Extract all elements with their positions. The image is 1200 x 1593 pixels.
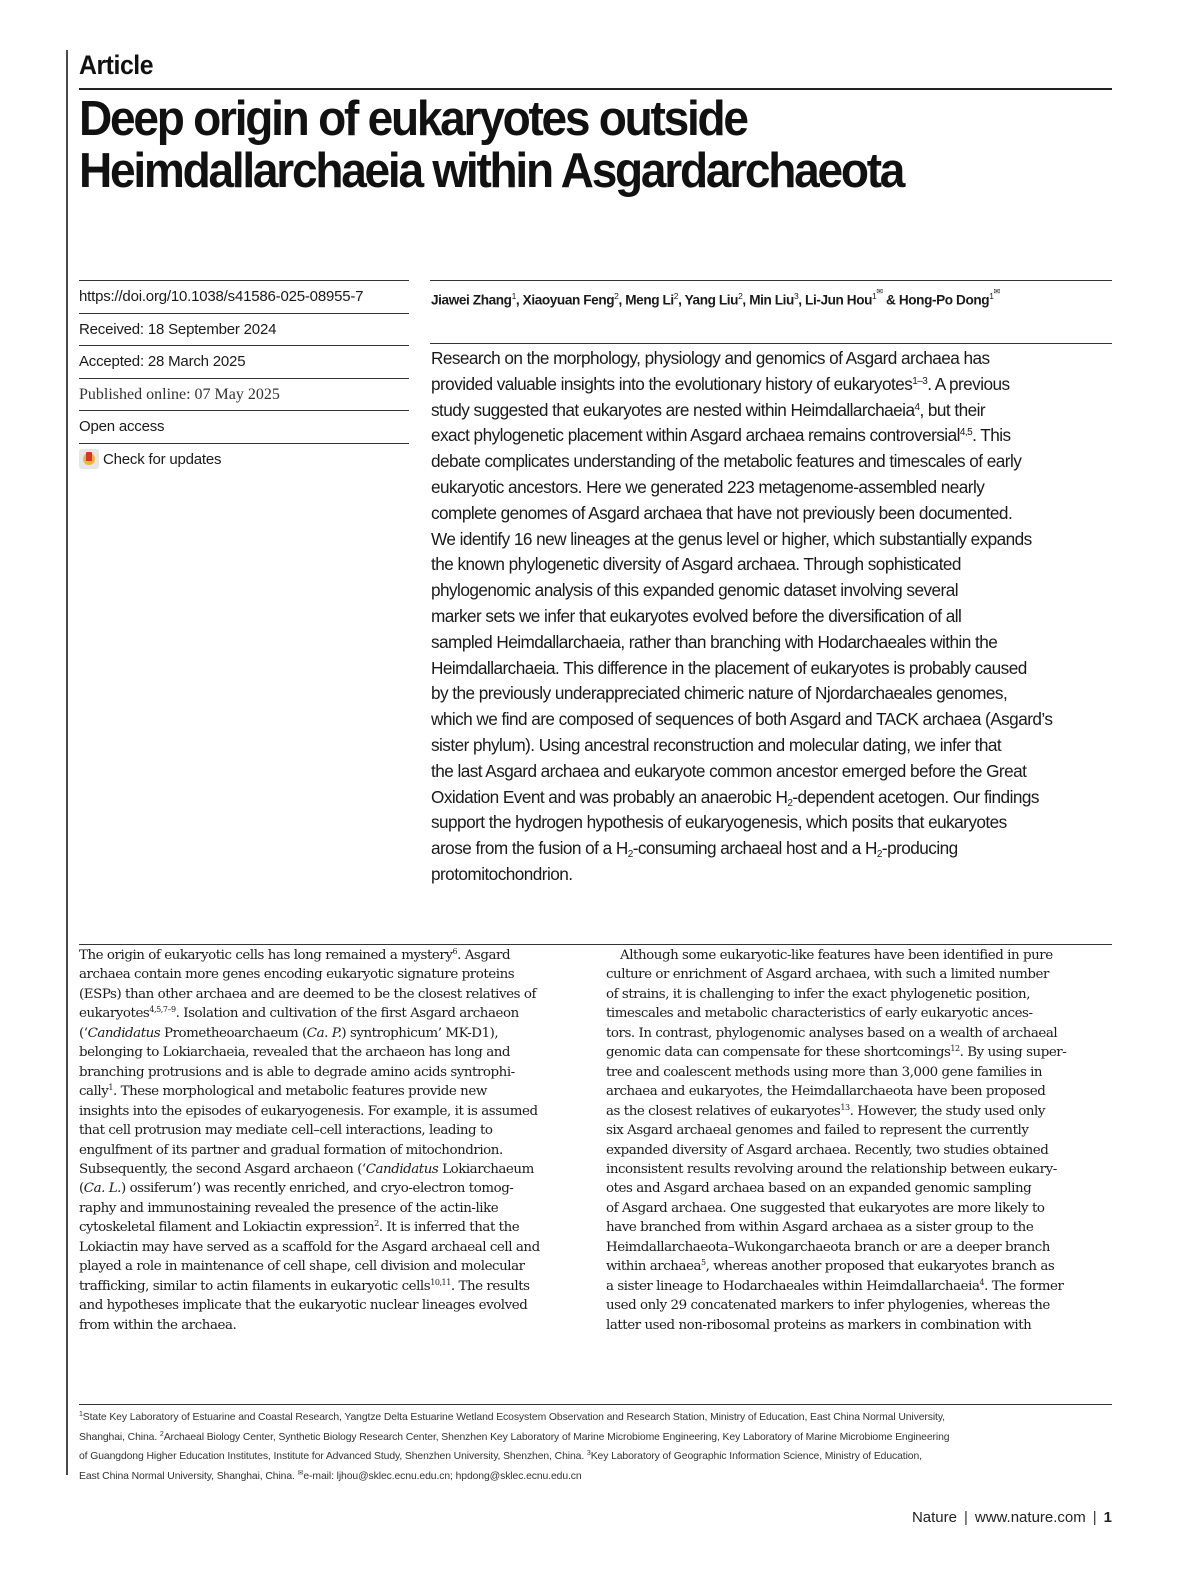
abstract-line: support the hydrogen hypothesis of eukaryogenesis, which posits that eukaryotes xyxy=(431,812,1007,833)
body-line: that cell protrusion may mediate cell–cell interactions, leading to xyxy=(79,1123,493,1139)
abstract-line: provided valuable insights into the evolutionary history of eukaryotes$^{1-3}$. A previous xyxy=(431,373,1010,394)
envelope-icon[interactable]: ✉ xyxy=(993,287,1000,296)
article-metadata xyxy=(79,280,409,475)
body-line: played a role in maintenance of cell shape, cell division and molecular xyxy=(79,1259,525,1275)
title-line-1: Deep origin of eukaryotes outside xyxy=(79,92,747,146)
abstract-line: arose from the fusion of a $H_2$-consuming archaeal host and a $H_2$-producing xyxy=(431,838,958,861)
body-line: a sister lineage to Hodarchaeales within Heimdallarchaeia$^4$. The former xyxy=(606,1277,1064,1294)
journal-name: Nature xyxy=(911,1509,957,1526)
footnote-line: of Guangdong Higher Education Institutes, Institute for Advanced Study, Shenzhen University, Shenzhen, China. $^3$Key Laboratory of Geographic Information Science, Ministry of Education, xyxy=(79,1450,922,1462)
citation-reference[interactable]: 1 xyxy=(108,1083,114,1093)
abstract-line: eukaryotic ancestors. Here we generated 223 metagenome-assembled nearly xyxy=(431,476,985,497)
abstract-divider xyxy=(430,343,1112,344)
abstract-line: by the previously underappreciated chimeric nature of Njordarchaeales genomes, xyxy=(431,683,1008,704)
body-line: archaea and eukaryotes, the Heimdallarchaeota have been proposed xyxy=(606,1084,1046,1100)
body-line: expanded diversity of Asgard archaea. Recently, two studies obtained xyxy=(606,1142,1049,1158)
affiliations-footnote xyxy=(79,1408,1119,1486)
affiliation-marker: 1 xyxy=(511,291,516,301)
published-date: Published online: 07 May 2025 xyxy=(79,378,409,411)
body-line: Subsequently, the second Asgard archaeon (‘Candidatus Lokiarchaeum xyxy=(79,1161,534,1177)
body-line: Lokiactin may have served as a scaffold for the Asgard archaeal cell and xyxy=(79,1239,540,1255)
header-divider xyxy=(79,88,1112,90)
affiliation-marker: 3 xyxy=(793,291,799,301)
body-line: Heimdallarchaeota–Wukongarchaeota branch or are a deeper branch xyxy=(606,1239,1050,1255)
footnote-line: $^1$State Key Laboratory of Estuarine and Coastal Research, Yangtze Delta Estuarine Wetland Ecosystem Observation and Research Station, Ministry of Education, East China Normal University, xyxy=(79,1411,945,1423)
body-line: engulfment of its partner and gradual formation of mitochondrion. xyxy=(79,1142,503,1158)
affiliation-marker: 1✉ xyxy=(872,287,883,301)
subscript: 2 xyxy=(627,849,633,861)
doi-link[interactable]: https://doi.org/10.1038/s41586-025-08955-7 xyxy=(79,280,409,313)
body-line: used only 29 concatenated markers to infer phylogenies, whereas the xyxy=(606,1298,1050,1314)
abstract-line: protomitochondrion. xyxy=(431,863,573,884)
citation-reference[interactable]: 2 xyxy=(374,1219,379,1229)
abstract-line: Research on the morphology, physiology and genomics of Asgard archaea has xyxy=(431,348,990,368)
author-name[interactable]: Xiaoyuan Feng xyxy=(522,292,615,308)
body-line: tors. In contrast, phylogenomic analyses based on a wealth of archaeal xyxy=(606,1025,1058,1041)
body-line: timescales and metabolic characteristics of early eukaryotic ances- xyxy=(606,1006,1033,1022)
abstract-line: marker sets we infer that eukaryotes evolved before the diversification of all xyxy=(431,605,962,626)
body-line: cytoskeletal filament and Lokiactin expression$^2$. It is inferred that the xyxy=(79,1219,520,1236)
abstract-line: exact phylogenetic placement within Asgard archaea remains controversial$^{4,5}$. This xyxy=(431,425,1011,446)
footer-separator: | xyxy=(1092,1509,1097,1526)
citation-reference[interactable]: 5 xyxy=(701,1258,706,1268)
author-name[interactable]: Hong-Po Dong xyxy=(898,292,990,308)
abstract-line: sister phylum). Using ancestral reconstruction and molecular dating, we infer that xyxy=(431,734,1002,755)
crossmark-icon xyxy=(79,449,99,469)
body-line: latter used non-ribosomal proteins as markers in combination with xyxy=(606,1317,1032,1333)
body-line: insights into the episodes of eukaryogenesis. For example, it is assumed xyxy=(79,1103,538,1119)
envelope-icon[interactable]: ✉ xyxy=(876,287,883,296)
body-line: belonging to Lokiarchaeia, revealed that the archaeon has long and xyxy=(79,1045,511,1061)
author-list: Jiawei Zhang$^1$, Xiaoyuan Feng$^2$, Meng Li$^2$, Yang Liu$^2$, Min Liu$^3$, Li-Jun Hou$^{1✉}$ & Hong-Po Dong$^{1✉}$ xyxy=(431,287,1000,308)
body-line: six Asgard archaeal genomes and failed to represent the currently xyxy=(606,1123,1029,1139)
body-line: as the closest relatives of eukaryotes$^{13}$. However, the study used only xyxy=(606,1102,1045,1119)
footnote-line: Shanghai, China. $^2$Archaeal Biology Center, Synthetic Biology Research Center, Shenzhen Key Laboratory of Marine Microbiome Engineering, Key Laboratory of Marine Microbiome Engineering xyxy=(79,1430,950,1443)
italic-term: Ca. L. xyxy=(83,1181,121,1197)
italic-term: Ca. P. xyxy=(306,1025,342,1041)
affiliation-marker: 2 xyxy=(614,291,619,301)
abstract-line: phylogenomic analysis of this expanded genomic dataset involving several xyxy=(431,580,958,601)
footnote-line: East China Normal University, Shanghai, China. ✉e-mail: ljhou@sklec.ecnu.edu.cn; hpdong@sklec.ecnu.edu.cn xyxy=(79,1469,582,1482)
abstract-line: Heimdallarchaeia. This difference in the placement of eukaryotes is probably caused xyxy=(431,657,1027,678)
footer-separator: | xyxy=(963,1509,968,1526)
title-line-2: Heimdallarchaeia within Asgardarchaeota xyxy=(79,144,904,198)
body-column-left xyxy=(79,946,587,1335)
accepted-date: Accepted: 28 March 2025 xyxy=(79,345,409,378)
citation-reference[interactable]: 2 xyxy=(159,1430,164,1438)
journal-website-link[interactable]: www.nature.com xyxy=(974,1509,1086,1526)
left-margin-rule xyxy=(66,50,68,1475)
body-line: archaea contain more genes encoding eukaryotic signature proteins xyxy=(79,967,515,983)
abstract-line: the known phylogenetic diversity of Asgard archaea. Through sophisticated xyxy=(431,554,961,575)
body-line: inconsistent results revolving around the relationship between eukary- xyxy=(606,1161,1057,1177)
citation-reference[interactable]: 10,11 xyxy=(430,1277,451,1287)
citation-reference[interactable]: ✉ xyxy=(297,1469,304,1477)
body-line: genomic data can compensate for these shortcomings$^{12}$. By using super- xyxy=(606,1044,1067,1061)
body-divider xyxy=(79,944,1112,945)
body-line: raphy and immunostaining revealed the presence of the actin-like xyxy=(79,1200,499,1216)
open-access-label: Open access xyxy=(79,410,409,443)
citation-reference[interactable]: 1 xyxy=(79,1411,83,1418)
body-line: of strains, it is challenging to infer the exact phylogenetic position, xyxy=(606,986,1031,1002)
abstract-line: which we find are composed of sequences of both Asgard and TACK archaea (Asgard’s xyxy=(431,709,1053,730)
author-name[interactable]: Li-Jun Hou xyxy=(805,292,873,308)
body-line: cally$^1$. These morphological and metabolic features provide new xyxy=(79,1083,487,1100)
body-line: within archaea$^5$, whereas another proposed that eukaryotes branch as xyxy=(606,1258,1055,1275)
citation-reference[interactable]: 13 xyxy=(840,1102,850,1112)
subscript: 2 xyxy=(787,797,793,809)
citation-reference[interactable]: 4 xyxy=(914,401,920,413)
citation-reference[interactable]: 12 xyxy=(950,1044,960,1054)
affiliation-marker: 1✉ xyxy=(989,287,1000,301)
body-line: trafficking, similar to actin filaments in eukaryotic cells$^{10,11}$. The results xyxy=(79,1277,530,1294)
body-line: eukaryotes$^{4,5,7-9}$. Isolation and cultivation of the first Asgard archaeon xyxy=(79,1005,519,1022)
author-name[interactable]: Yang Liu xyxy=(684,292,739,308)
body-line: (‘Candidatus Prometheoarchaeum (Ca. P.) syntrophicum’ MK-D1), xyxy=(79,1025,499,1041)
citation-reference[interactable]: 3 xyxy=(586,1450,591,1457)
author-name[interactable]: Meng Li xyxy=(625,292,674,308)
citation-reference[interactable]: 6 xyxy=(452,947,458,956)
affiliation-marker: 2 xyxy=(673,291,679,301)
footnote-divider xyxy=(79,1404,1112,1405)
abstract-line: debate complicates understanding of the metabolic features and timescales of early xyxy=(431,451,1022,472)
citation-reference[interactable]: 4,5 xyxy=(959,427,973,439)
body-line: otes and Asgard archaea based on an expanded genomic sampling xyxy=(606,1181,1032,1197)
body-line: Although some eukaryotic-like features have been identified in pure xyxy=(620,948,1053,963)
body-line: The origin of eukaryotic cells has long remained a mystery$^6$. Asgard xyxy=(79,947,511,963)
citation-reference[interactable]: 4,5,7–9 xyxy=(149,1005,176,1015)
received-date: Received: 18 September 2024 xyxy=(79,313,409,346)
article-type-label: Article xyxy=(79,50,154,80)
body-line: tree and coalescent methods using more than 3,000 gene families in xyxy=(606,1064,1043,1080)
body-line: have branched from within Asgard archaea as a sister group to the xyxy=(606,1220,1034,1236)
body-line: (ESPs) than other archaea and are deemed to be the closest relatives of xyxy=(79,986,536,1002)
abstract-line: complete genomes of Asgard archaea that have not previously been documented. xyxy=(431,502,1013,523)
check-for-updates-button[interactable] xyxy=(79,443,409,476)
author-name[interactable]: Jiawei Zhang xyxy=(431,292,512,308)
citation-reference[interactable]: 1–3 xyxy=(912,375,928,387)
check-for-updates-label: Check for updates xyxy=(103,450,222,468)
affiliation-marker: 2 xyxy=(738,291,743,301)
body-column-right xyxy=(606,946,1114,1335)
authors-divider xyxy=(430,280,1112,281)
citation-reference[interactable]: 4 xyxy=(979,1277,985,1287)
author-name[interactable]: Min Liu xyxy=(749,292,794,308)
body-line: culture or enrichment of Asgard archaea, with such a limited number xyxy=(606,967,1049,983)
subscript: 2 xyxy=(876,849,882,861)
body-line: of Asgard archaea. One suggested that eukaryotes are more likely to xyxy=(606,1200,1045,1216)
body-line: (Ca. L.) ossiferum’) was recently enriched, and cryo-electron tomog- xyxy=(79,1181,514,1197)
page-number: 1 xyxy=(1103,1509,1112,1526)
abstract xyxy=(431,346,1121,888)
body-line: branching protrusions and is able to degrade amino acids syntrophi- xyxy=(79,1064,515,1080)
body-line: and hypotheses implicate that the eukaryotic nuclear lineages evolved xyxy=(79,1298,528,1314)
abstract-line: Oxidation Event and was probably an anaerobic $H_2$-dependent acetogen. Our findings xyxy=(431,786,1039,809)
body-line: from within the archaea. xyxy=(79,1317,237,1333)
italic-term: Candidatus xyxy=(365,1161,439,1177)
abstract-line: sampled Heimdallarchaeia, rather than branching with Hodarchaeales within the xyxy=(431,631,998,652)
abstract-line: We identify 16 new lineages at the genus level or higher, which substantially expands xyxy=(431,528,1032,549)
abstract-line: study suggested that eukaryotes are nested within Heimdallarchaeia$^4$, but their xyxy=(431,399,986,420)
italic-term: Candidatus xyxy=(87,1025,161,1041)
article-title xyxy=(79,93,1075,197)
page-footer xyxy=(912,1509,1112,1526)
abstract-line: the last Asgard archaea and eukaryote common ancestor emerged before the Great xyxy=(431,760,1027,781)
